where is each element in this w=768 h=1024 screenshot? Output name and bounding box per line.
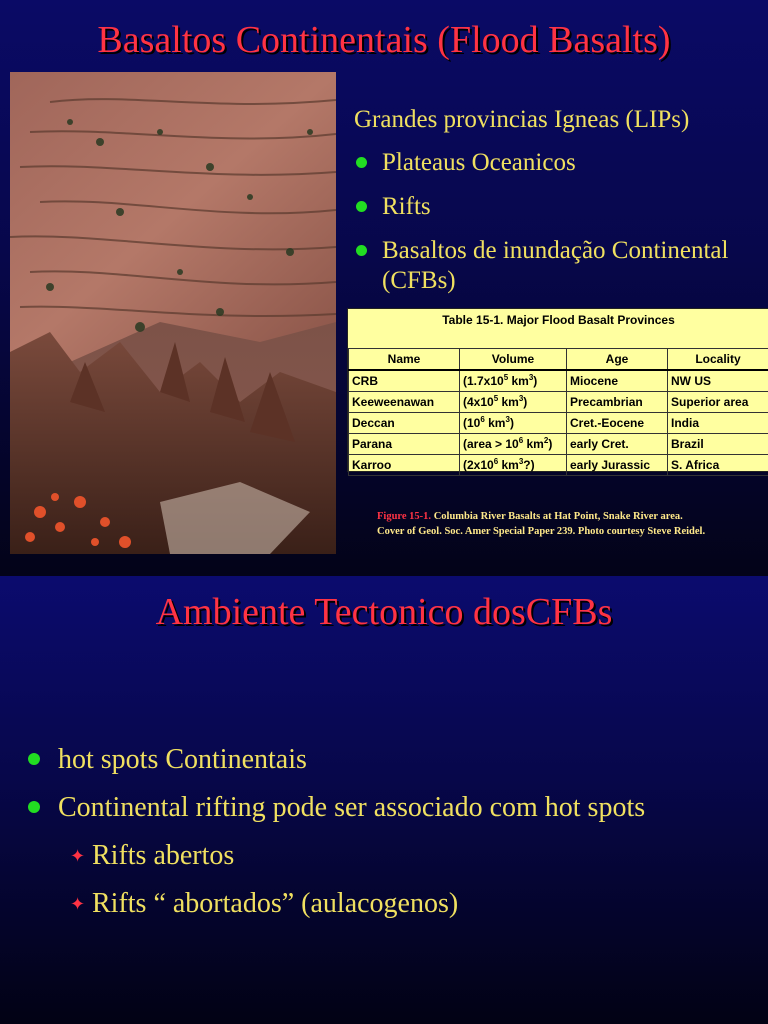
table-row [349,434,768,455]
volume-part: ?) [523,458,535,472]
table-row [349,370,768,392]
list-item-text: Basaltos de inundação Continental (CFBs) [382,237,729,294]
star-bullet-icon: ✦ [70,894,86,914]
cell-volume [460,370,567,392]
figure-caption-text: Columbia River Basalts at Hat Point, Snake River area. Cover of Geol. Soc. Amer Special Paper 239. Photo courtesy Steve Reidel. [377,511,706,537]
cell-locality: NW US [668,370,768,392]
volume-part: (4x10 [463,395,494,409]
cell-age: Precambrian [567,392,668,413]
volume-part: km [508,374,529,388]
star-bullet-icon: ✦ [70,846,86,866]
cell-locality: Superior area [668,392,768,413]
column-header: Age [567,349,668,371]
sub-list-item-text: Rifts “ abortados” (aulacogenos) [92,888,459,919]
slide-tectonic-setting [0,576,768,1024]
volume-part: ) [523,395,528,409]
cell-volume [460,434,567,455]
volume-part: 3 [518,457,524,466]
cell-name: Deccan [349,413,460,434]
volume-part: 3 [518,394,524,403]
table-row [349,392,768,413]
flood-basalt-table [347,308,768,472]
cell-age: early Cret. [567,434,668,455]
cell-name: Parana [349,434,460,455]
volume-part: ) [509,416,514,430]
sub-list-item [28,884,748,924]
table-caption: Table 15-1. Major Flood Basalt Provinces [442,313,675,327]
list-item [354,148,758,178]
list-item [28,740,748,780]
volume-part: (2x10 [463,458,494,472]
volume-part: (1.7x10 [463,374,504,388]
cell-name: Karroo [349,455,460,476]
volume-part: ) [533,374,538,388]
slide-title: Basaltos Continentais (Flood Basalts) [97,19,671,61]
slide-title: Ambiente Tectonico dosCFBs [155,591,613,633]
bullet-dot-icon [356,245,367,256]
table-row [349,413,768,434]
list-item [354,236,758,296]
list-item-text: Plateaus Oceanicos [382,149,576,176]
cell-name: Keeweenawan [349,392,460,413]
figure-label: Figure 15-1. [377,511,432,522]
figure-caption [377,509,707,539]
volume-part: ) [548,437,553,451]
cell-age: Miocene [567,370,668,392]
cell-volume [460,392,567,413]
volume-part: 5 [493,394,499,403]
column-header: Volume [460,349,567,371]
volume-part: km [498,458,519,472]
volume-part: 2 [543,436,549,445]
cell-locality: Brazil [668,434,768,455]
flood-basalt-provinces-table [348,348,768,476]
cell-locality: S. Africa [668,455,768,476]
volume-part: 6 [493,457,499,466]
volume-part: (10 [463,416,481,430]
volume-part: 5 [503,373,509,382]
table-row [349,455,768,476]
volume-part: 6 [518,436,524,445]
cell-name: CRB [349,370,460,392]
volume-part: 3 [505,415,510,424]
list-item-text: Rifts [382,193,431,220]
list-item [354,192,758,222]
volume-part: km [484,416,506,430]
bullet-dot-icon [356,157,367,168]
list-item-text: hot spots Continentais [58,744,307,775]
volume-part: (area > 10 [463,437,519,451]
list-item-text: Continental rifting pode ser associado com hot spots [58,792,646,823]
sub-list-item [28,836,748,876]
bullet-dot-icon [28,753,40,765]
tectonic-bullet-list [28,740,748,932]
column-header: Locality [668,349,768,371]
cell-volume [460,413,567,434]
volume-part: km [498,395,519,409]
volume-part: km [523,437,544,451]
list-item [28,788,748,828]
lips-heading: Grandes provincias Igneas (LIPs) [354,106,690,133]
sub-list-item-text: Rifts abertos [92,840,235,871]
columbia-river-basalts-photo [10,72,336,554]
cell-age: Cret.-Eocene [567,413,668,434]
cell-age: early Jurassic [567,455,668,476]
volume-part: 3 [528,373,534,382]
lip-bullet-list [354,148,758,310]
cell-locality: India [668,413,768,434]
bullet-dot-icon [356,201,367,212]
column-header: Name [349,349,460,371]
bullet-dot-icon [28,801,40,813]
cell-volume [460,455,567,476]
volume-part: 6 [480,415,485,424]
